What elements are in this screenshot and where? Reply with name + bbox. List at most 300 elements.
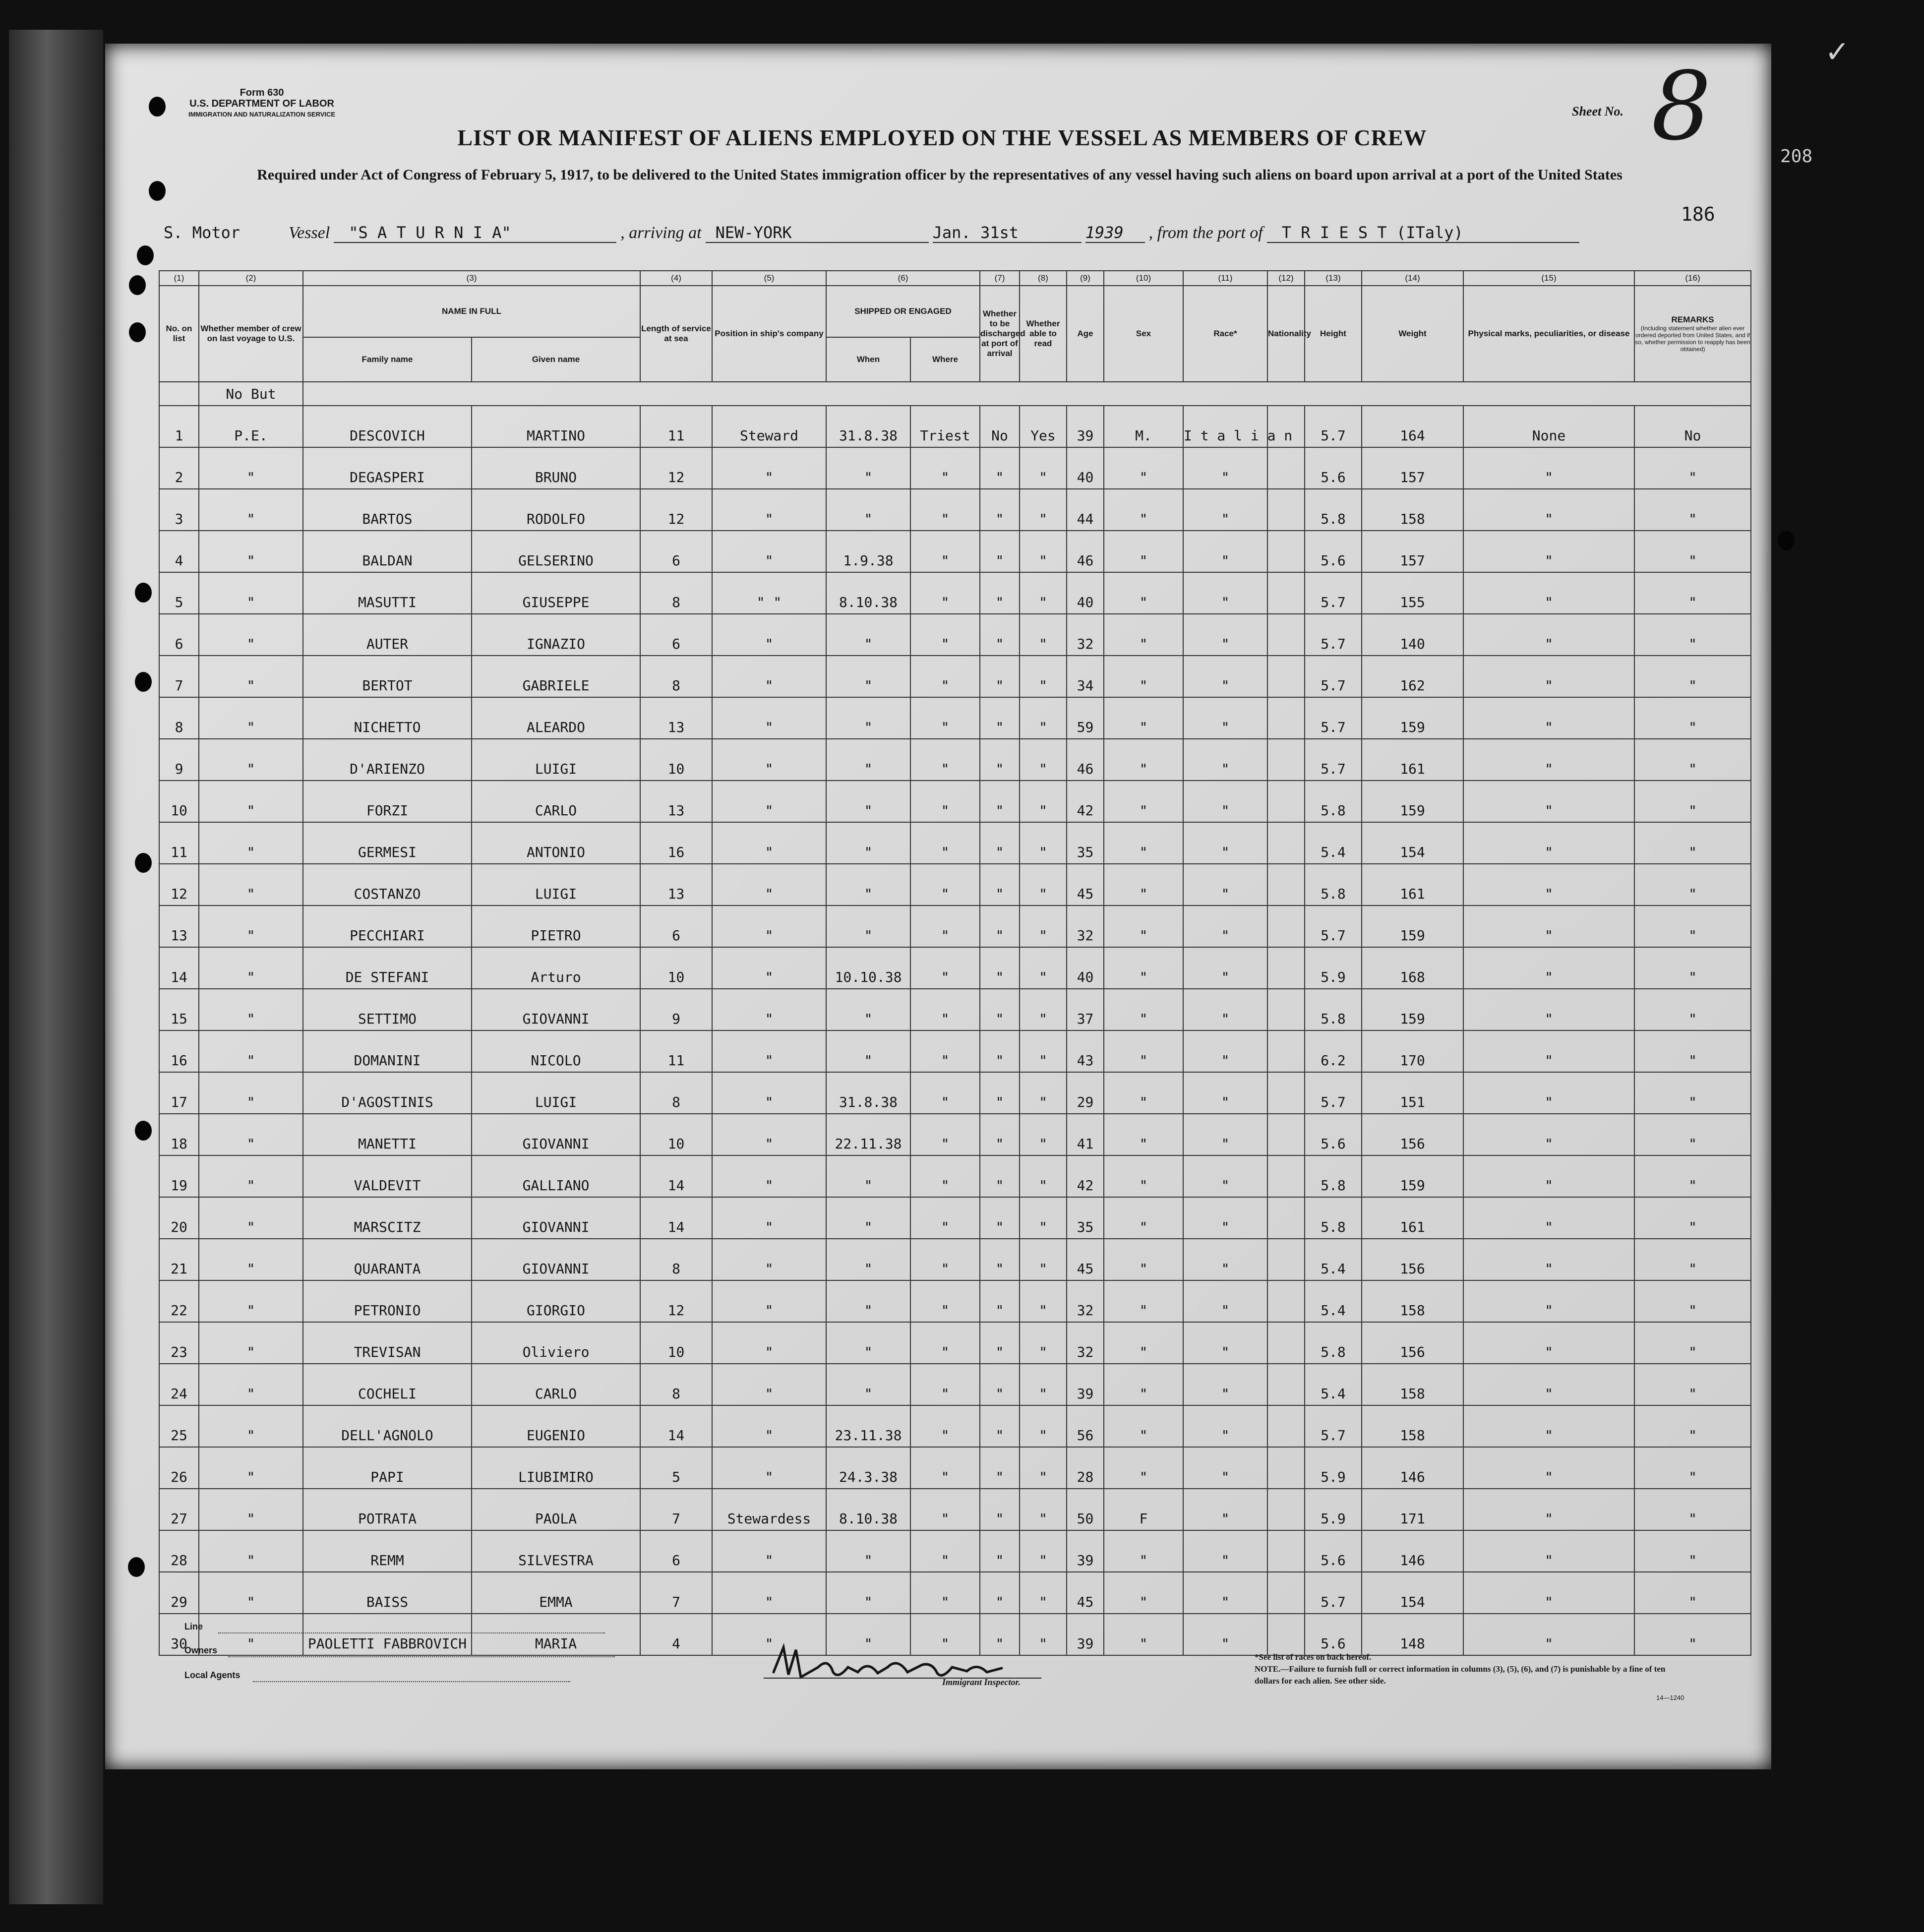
service-label: IMMIGRATION AND NATURALIZATION SERVICE [188, 111, 336, 118]
weight-cell: 157 [1362, 531, 1463, 572]
height-cell: 5.8 [1305, 1322, 1362, 1364]
shipped-when-cell: " [826, 1239, 910, 1280]
col-number: (12) [1267, 271, 1305, 286]
age-cell: 39 [1067, 1530, 1104, 1572]
to-be-discharged-cell: " [980, 656, 1020, 697]
height-cell: 5.6 [1305, 1530, 1362, 1572]
position-cell: " [712, 781, 826, 822]
punch-hole [149, 97, 166, 117]
race-cell: " [1183, 1239, 1267, 1280]
sex-cell: " [1104, 531, 1183, 572]
shipped-where-cell: " [910, 1364, 980, 1405]
sex-cell: " [1104, 1447, 1183, 1489]
position-cell: " [712, 1530, 826, 1572]
member-last-voyage-cell: " [199, 1405, 303, 1447]
sex-cell: " [1104, 1530, 1183, 1572]
table-row [159, 947, 1751, 989]
row-number-cell: 2 [159, 447, 199, 489]
physical-marks-cell: " [1463, 1572, 1634, 1614]
header-name-in-full: NAME IN FULL [303, 286, 640, 337]
from-port: T R I E S T (ITaly) [1267, 223, 1579, 243]
physical-marks-cell: " [1463, 864, 1634, 906]
nationality-cell [1267, 1489, 1305, 1530]
nationality-cell [1267, 1614, 1305, 1655]
age-cell: 41 [1067, 1114, 1104, 1155]
nationality-cell [1267, 614, 1305, 656]
able-to-read-cell: " [1020, 1364, 1067, 1405]
col-number: (8) [1020, 271, 1067, 286]
family-name-cell: PAPI [303, 1447, 472, 1489]
member-last-voyage-cell: " [199, 1614, 303, 1655]
row-number-cell: 29 [159, 1572, 199, 1614]
length-of-service-cell: 5 [640, 1447, 712, 1489]
remarks-cell: " [1634, 781, 1751, 822]
position-cell: " [712, 947, 826, 989]
given-name-cell: GIOVANNI [472, 1197, 640, 1239]
shipped-where-cell: " [910, 864, 980, 906]
member-last-voyage-cell: " [199, 781, 303, 822]
crew-manifest-table [159, 270, 1751, 1656]
row-number-cell: 30 [159, 1614, 199, 1655]
fine-note: NOTE.—Failure to furnish full or correct information in columns (3), (5), (6), and (7) is punishable by a fine of ten dollars for each alien. See other side. [1255, 1664, 1666, 1686]
weight-cell: 170 [1362, 1030, 1463, 1072]
table-row [159, 1030, 1751, 1072]
col-number: (15) [1463, 271, 1634, 286]
weight-cell: 171 [1362, 1489, 1463, 1530]
vessel-line [164, 223, 1579, 243]
remarks-cell: " [1634, 1447, 1751, 1489]
age-cell: 50 [1067, 1489, 1104, 1530]
height-cell: 5.7 [1305, 406, 1362, 447]
col-number: (7) [980, 271, 1020, 286]
to-be-discharged-cell: " [980, 1030, 1020, 1072]
member-last-voyage-cell: " [199, 1530, 303, 1572]
length-of-service-cell: 16 [640, 822, 712, 864]
age-cell: 42 [1067, 781, 1104, 822]
race-cell: " [1183, 906, 1267, 947]
age-cell: 45 [1067, 864, 1104, 906]
shipped-where-cell: " [910, 1155, 980, 1197]
length-of-service-cell: 10 [640, 947, 712, 989]
header-where: Where [910, 337, 980, 382]
weight-cell: 158 [1362, 1405, 1463, 1447]
height-cell: 5.8 [1305, 1155, 1362, 1197]
height-cell: 5.4 [1305, 1364, 1362, 1405]
able-to-read-cell: " [1020, 697, 1067, 739]
row-number-cell: 26 [159, 1447, 199, 1489]
race-cell: " [1183, 947, 1267, 989]
physical-marks-cell: " [1463, 822, 1634, 864]
length-of-service-cell: 10 [640, 1114, 712, 1155]
given-name-cell: ANTONIO [472, 822, 640, 864]
weight-cell: 151 [1362, 1072, 1463, 1114]
given-name-cell: BRUNO [472, 447, 640, 489]
table-row [159, 1364, 1751, 1405]
able-to-read-cell: " [1020, 1072, 1067, 1114]
race-cell: " [1183, 656, 1267, 697]
position-cell: " [712, 822, 826, 864]
length-of-service-cell: 8 [640, 1239, 712, 1280]
shipped-when-cell: " [826, 822, 910, 864]
member-last-voyage-cell: " [199, 822, 303, 864]
member-last-voyage-cell: " [199, 614, 303, 656]
given-name-cell: MARTINO [472, 406, 640, 447]
sex-cell: " [1104, 1155, 1183, 1197]
nationality-cell [1267, 1114, 1305, 1155]
height-cell: 5.6 [1305, 1614, 1362, 1655]
member-last-voyage-cell: P.E. [199, 406, 303, 447]
remarks-cell: " [1634, 1572, 1751, 1614]
remarks-cell: " [1634, 947, 1751, 989]
remarks-cell: " [1634, 614, 1751, 656]
family-name-cell: VALDEVIT [303, 1155, 472, 1197]
shipped-where-cell: " [910, 1322, 980, 1364]
age-cell: 39 [1067, 406, 1104, 447]
able-to-read-cell: " [1020, 947, 1067, 989]
age-cell: 35 [1067, 1197, 1104, 1239]
weight-cell: 161 [1362, 1197, 1463, 1239]
nationality-cell [1267, 1364, 1305, 1405]
family-name-cell: GERMESI [303, 822, 472, 864]
member-last-voyage-cell: " [199, 947, 303, 989]
punch-hole [149, 181, 166, 201]
to-be-discharged-cell: " [980, 1364, 1020, 1405]
length-of-service-cell: 14 [640, 1405, 712, 1447]
shipped-where-cell: Triest [910, 406, 980, 447]
page-title: LIST OR MANIFEST OF ALIENS EMPLOYED ON THE VESSEL AS MEMBERS OF CREW [457, 125, 1427, 150]
row-number-cell: 6 [159, 614, 199, 656]
age-cell: 28 [1067, 1447, 1104, 1489]
shipped-where-cell: " [910, 1030, 980, 1072]
weight-cell: 154 [1362, 1572, 1463, 1614]
race-cell: " [1183, 489, 1267, 531]
member-last-voyage-cell: " [199, 1114, 303, 1155]
given-name-cell: MARIA [472, 1614, 640, 1655]
able-to-read-cell: " [1020, 1155, 1067, 1197]
shipped-where-cell: " [910, 1447, 980, 1489]
row-number-cell: 15 [159, 989, 199, 1030]
height-cell: 5.8 [1305, 781, 1362, 822]
sex-cell: " [1104, 1280, 1183, 1322]
age-cell: 32 [1067, 614, 1104, 656]
shipped-when-cell: " [826, 1322, 910, 1364]
remarks-cell: " [1634, 1489, 1751, 1530]
to-be-discharged-cell: " [980, 1572, 1020, 1614]
length-of-service-cell: 14 [640, 1155, 712, 1197]
header-weight: Weight [1362, 286, 1463, 382]
table-row [159, 1197, 1751, 1239]
shipped-when-cell: " [826, 447, 910, 489]
family-name-cell: REMM [303, 1530, 472, 1572]
able-to-read-cell: " [1020, 739, 1067, 781]
race-cell: " [1183, 1572, 1267, 1614]
header-length-of-service: Length of service at sea [640, 286, 712, 382]
given-name-cell: SILVESTRA [472, 1530, 640, 1572]
races-note: *See list of races on back hereof. [1255, 1652, 1372, 1662]
shipped-when-cell: 23.11.38 [826, 1405, 910, 1447]
member-last-voyage-cell: " [199, 1489, 303, 1530]
family-name-cell: D'AGOSTINIS [303, 1072, 472, 1114]
length-of-service-cell: 7 [640, 1572, 712, 1614]
shipped-where-cell: " [910, 739, 980, 781]
nationality-cell [1267, 531, 1305, 572]
nationality-cell [1267, 947, 1305, 989]
physical-marks-cell: " [1463, 614, 1634, 656]
nationality-cell [1267, 739, 1305, 781]
table-row [159, 572, 1751, 614]
row-number-cell: 19 [159, 1155, 199, 1197]
to-be-discharged-cell: " [980, 1239, 1020, 1280]
able-to-read-cell: " [1020, 1405, 1067, 1447]
shipped-when-cell: " [826, 864, 910, 906]
position-cell: " [712, 447, 826, 489]
header-given-name: Given name [472, 337, 640, 382]
sex-cell: " [1104, 906, 1183, 947]
check-mark-icon: ✓ [1825, 35, 1850, 69]
able-to-read-cell: " [1020, 656, 1067, 697]
table-row [159, 864, 1751, 906]
age-cell: 56 [1067, 1405, 1104, 1447]
given-name-cell: LUIGI [472, 1072, 640, 1114]
line-label: Line [184, 1622, 203, 1631]
punch-hole [135, 672, 152, 692]
able-to-read-cell: " [1020, 1614, 1067, 1655]
given-name-cell: EMMA [472, 1572, 640, 1614]
table-row [159, 697, 1751, 739]
physical-marks-cell: " [1463, 1155, 1634, 1197]
length-of-service-cell: 13 [640, 781, 712, 822]
given-name-cell: ALEARDO [472, 697, 640, 739]
nationality-cell [1267, 1155, 1305, 1197]
height-cell: 5.7 [1305, 1405, 1362, 1447]
table-row [159, 1280, 1751, 1322]
from-port-label: , from the port of [1148, 224, 1263, 242]
given-name-cell: GIOVANNI [472, 1114, 640, 1155]
age-cell: 39 [1067, 1614, 1104, 1655]
sex-cell: " [1104, 572, 1183, 614]
inspector-label: Immigrant Inspector. [942, 1677, 1021, 1687]
member-last-voyage-cell: " [199, 697, 303, 739]
remarks-cell: " [1634, 906, 1751, 947]
weight-cell: 158 [1362, 489, 1463, 531]
age-cell: 34 [1067, 656, 1104, 697]
to-be-discharged-cell: " [980, 947, 1020, 989]
punch-hole [129, 275, 146, 295]
table-row [159, 1489, 1751, 1530]
shipped-when-cell: " [826, 906, 910, 947]
able-to-read-cell: " [1020, 1530, 1067, 1572]
member-last-voyage-cell: " [199, 447, 303, 489]
able-to-read-cell: " [1020, 1572, 1067, 1614]
to-be-discharged-cell: " [980, 822, 1020, 864]
race-cell: " [1183, 447, 1267, 489]
able-to-read-cell: " [1020, 447, 1067, 489]
able-to-read-cell: " [1020, 1114, 1067, 1155]
given-name-cell: LUIGI [472, 739, 640, 781]
position-cell: " [712, 739, 826, 781]
row-number-cell: 23 [159, 1322, 199, 1364]
family-name-cell: MASUTTI [303, 572, 472, 614]
nationality-cell [1267, 1072, 1305, 1114]
sex-cell: " [1104, 1614, 1183, 1655]
length-of-service-cell: 6 [640, 531, 712, 572]
member-last-voyage-cell: " [199, 1155, 303, 1197]
sheet-number: 8 [1651, 52, 1711, 161]
race-cell: " [1183, 1114, 1267, 1155]
length-of-service-cell: 4 [640, 1614, 712, 1655]
col-number: (9) [1067, 271, 1104, 286]
owners-label: Owners [184, 1645, 218, 1655]
physical-marks-cell: " [1463, 489, 1634, 531]
line-underline [218, 1631, 605, 1633]
nationality-cell [1267, 1322, 1305, 1364]
table-row [159, 781, 1751, 822]
height-cell: 5.9 [1305, 1447, 1362, 1489]
position-cell: " [712, 614, 826, 656]
row-number-cell: 27 [159, 1489, 199, 1530]
punch-hole [135, 1121, 152, 1141]
family-name-cell: NICHETTO [303, 697, 472, 739]
physical-marks-cell: " [1463, 1239, 1634, 1280]
table-row [159, 1572, 1751, 1614]
header-able-to-read: Whether able to read [1020, 286, 1067, 382]
height-cell: 5.8 [1305, 1197, 1362, 1239]
weight-cell: 164 [1362, 406, 1463, 447]
header-nationality: Nationality [1267, 286, 1305, 382]
family-name-cell: DOMANINI [303, 1030, 472, 1072]
shipped-when-cell: " [826, 1364, 910, 1405]
shipped-when-cell: " [826, 656, 910, 697]
to-be-discharged-cell: " [980, 1530, 1020, 1572]
col-number: (3) [303, 271, 640, 286]
height-cell: 5.8 [1305, 989, 1362, 1030]
reference-number: 186 [1681, 203, 1715, 225]
family-name-cell: COCHELI [303, 1364, 472, 1405]
page-subtitle: Required under Act of Congress of February 5, 1917, to be delivered to the United States immigration officer by the representatives of any vessel having such aliens on board upon arrival at a port of the United States [257, 167, 1623, 183]
able-to-read-cell: " [1020, 572, 1067, 614]
header-when: When [826, 337, 910, 382]
header-race: Race* [1183, 286, 1267, 382]
physical-marks-cell: " [1463, 1405, 1634, 1447]
position-cell: " [712, 1447, 826, 1489]
family-name-cell: DELL'AGNOLO [303, 1405, 472, 1447]
age-cell: 40 [1067, 572, 1104, 614]
physical-marks-cell: " [1463, 1197, 1634, 1239]
nationality-cell [1267, 1572, 1305, 1614]
height-cell: 5.7 [1305, 614, 1362, 656]
able-to-read-cell: Yes [1020, 406, 1067, 447]
punch-hole [135, 853, 152, 873]
weight-cell: 157 [1362, 447, 1463, 489]
shipped-when-cell: " [826, 1155, 910, 1197]
row-number-cell: 24 [159, 1364, 199, 1405]
race-cell: " [1183, 1072, 1267, 1114]
position-cell: " [712, 906, 826, 947]
length-of-service-cell: 7 [640, 1489, 712, 1530]
age-cell: 43 [1067, 1030, 1104, 1072]
sex-cell: " [1104, 822, 1183, 864]
member-last-voyage-cell: " [199, 739, 303, 781]
position-cell: " [712, 656, 826, 697]
remarks-cell: " [1634, 1280, 1751, 1322]
remarks-cell: " [1634, 572, 1751, 614]
physical-marks-cell: " [1463, 1280, 1634, 1322]
family-name-cell: TREVISAN [303, 1322, 472, 1364]
remarks-cell: " [1634, 1530, 1751, 1572]
shipped-when-cell: 8.10.38 [826, 572, 910, 614]
header-shipped-or-engaged: SHIPPED OR ENGAGED [826, 286, 980, 337]
physical-marks-cell: " [1463, 906, 1634, 947]
punch-hole [128, 1557, 145, 1577]
row-number-cell: 11 [159, 822, 199, 864]
family-name-cell: POTRATA [303, 1489, 472, 1530]
table-row [159, 906, 1751, 947]
race-cell: " [1183, 1322, 1267, 1364]
to-be-discharged-cell: " [980, 1405, 1020, 1447]
nationality-cell [1267, 1197, 1305, 1239]
weight-cell: 156 [1362, 1322, 1463, 1364]
able-to-read-cell: " [1020, 864, 1067, 906]
length-of-service-cell: 12 [640, 489, 712, 531]
weight-cell: 156 [1362, 1114, 1463, 1155]
position-cell: " [712, 1405, 826, 1447]
row-number-cell: 22 [159, 1280, 199, 1322]
position-cell: " [712, 1030, 826, 1072]
shipped-where-cell: " [910, 947, 980, 989]
row-number-cell: 1 [159, 406, 199, 447]
form-tag [188, 87, 335, 120]
race-cell: " [1183, 1280, 1267, 1322]
position-cell: " [712, 1114, 826, 1155]
nationality-cell [1267, 489, 1305, 531]
race-cell: " [1183, 1364, 1267, 1405]
race-cell: " [1183, 739, 1267, 781]
height-cell: 5.8 [1305, 489, 1362, 531]
height-cell: 5.7 [1305, 1572, 1362, 1614]
to-be-discharged-cell: " [980, 1322, 1020, 1364]
position-cell: " [712, 489, 826, 531]
given-name-cell: GABRIELE [472, 656, 640, 697]
pre-row-note-row [159, 382, 1751, 406]
height-cell: 5.6 [1305, 1114, 1362, 1155]
age-cell: 40 [1067, 447, 1104, 489]
physical-marks-cell: " [1463, 1489, 1634, 1530]
crew-table-body [159, 382, 1751, 1655]
remarks-cell: " [1634, 656, 1751, 697]
row-number-cell: 16 [159, 1030, 199, 1072]
race-cell: " [1183, 822, 1267, 864]
race-cell: " [1183, 1489, 1267, 1530]
column-number-row [159, 271, 1751, 286]
row-number-cell: 25 [159, 1405, 199, 1447]
sex-cell: " [1104, 1197, 1183, 1239]
sex-cell: M. [1104, 406, 1183, 447]
sex-cell: " [1104, 781, 1183, 822]
age-cell: 37 [1067, 989, 1104, 1030]
sex-cell: " [1104, 697, 1183, 739]
given-name-cell: GIOVANNI [472, 989, 640, 1030]
sex-cell: " [1104, 989, 1183, 1030]
nationality-cell [1267, 1530, 1305, 1572]
race-cell: " [1183, 572, 1267, 614]
able-to-read-cell: " [1020, 489, 1067, 531]
race-cell: " [1183, 1405, 1267, 1447]
position-cell: Steward [712, 406, 826, 447]
length-of-service-cell: 13 [640, 864, 712, 906]
position-cell: " " [712, 572, 826, 614]
race-cell: " [1183, 1530, 1267, 1572]
shipped-when-cell: " [826, 489, 910, 531]
